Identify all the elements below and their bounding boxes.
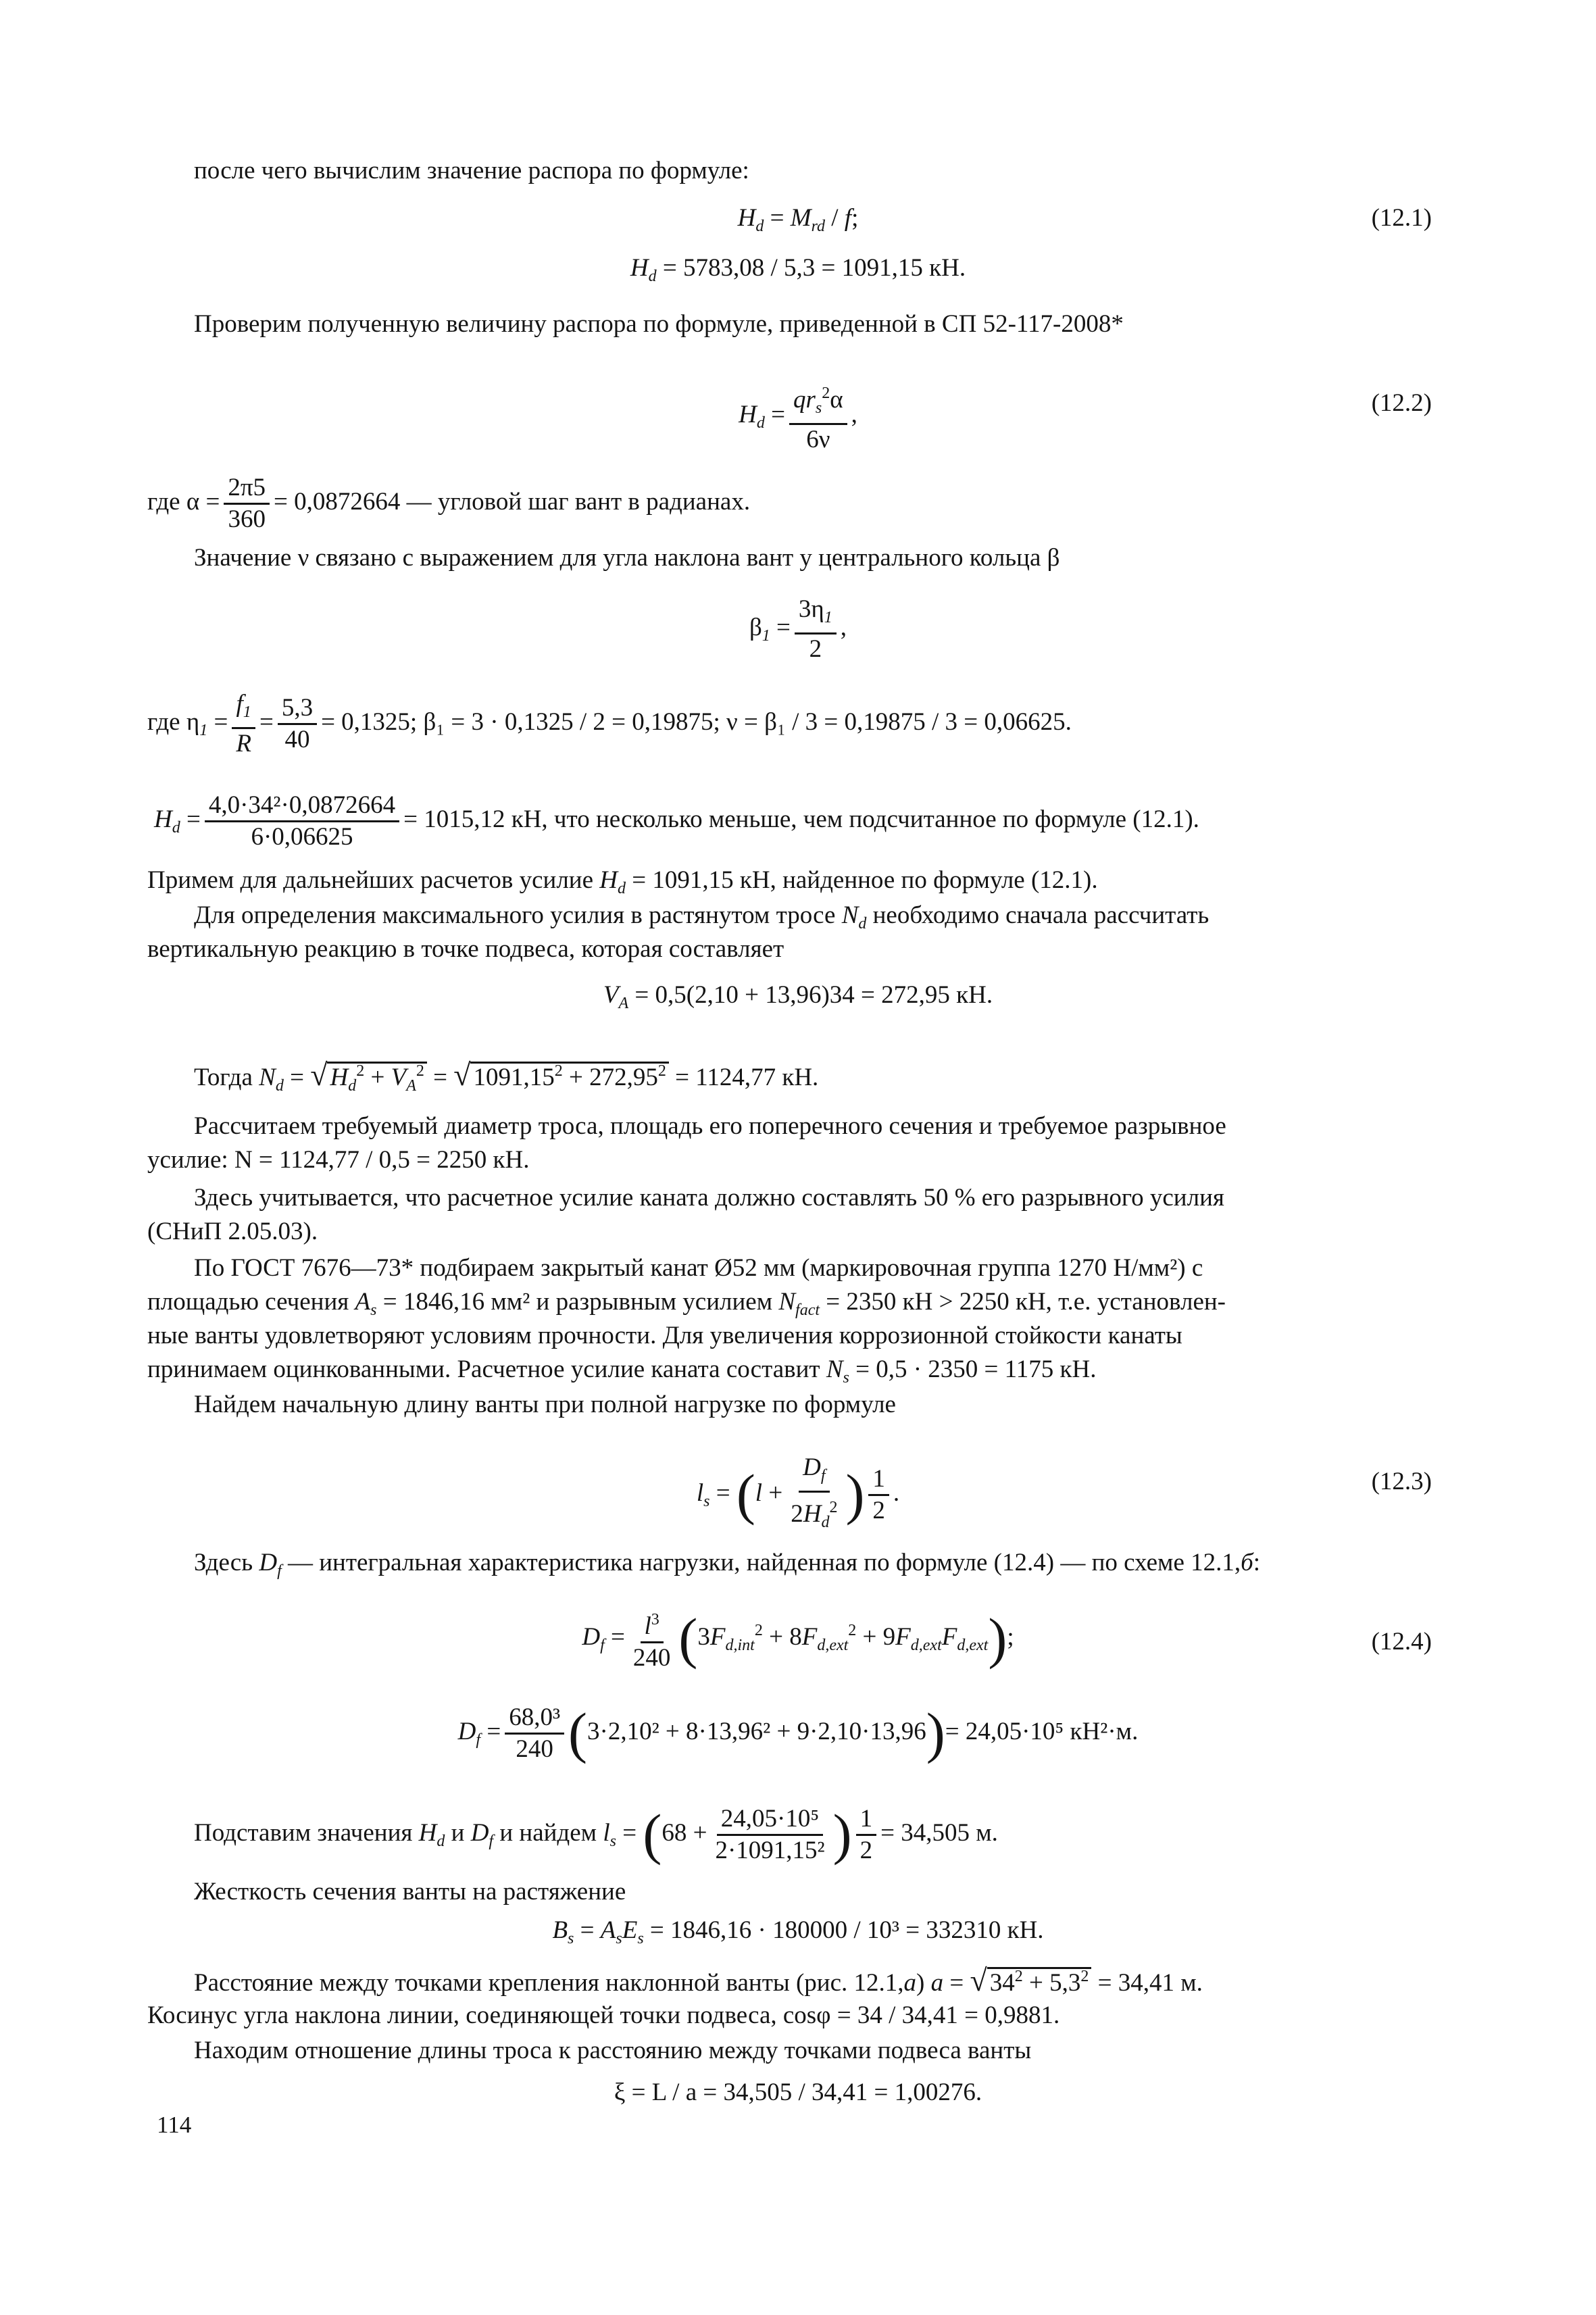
formula-beta: $\beta_1$ = $\frac{3\eta_1}{2}$ , bbox=[749, 595, 847, 663]
equation-number-12-2: (12.2) bbox=[1371, 389, 1432, 417]
paragraph-check: Проверим полученную величину распора по формуле, приведенной в СП 52-117-2008* bbox=[194, 310, 1124, 338]
paragraph-note-1: Здесь учитывается, что расчетное усилие каната должно составлять 50 % его разрывного усилия bbox=[194, 1184, 1224, 1212]
formula-xi: ξ = L / a = 34,505 / 34,41 = 1,00276. bbox=[614, 2078, 982, 2106]
formula-va: $V_A = 0,5(2,10 + 13,96)34 = 272,95$ кН. bbox=[603, 981, 993, 1012]
formula-12-4: $D_f$ = $\frac{l^3}{240}$ $(3F_{d,int}^2 + 8F_{d,ext}^2 + 9F_{d,ext}F_{d,ext})$; bbox=[0, 1605, 1596, 1673]
paragraph-gost-1: По ГОСТ 7676—73* подбираем закрытый канат Ø52 мм (маркировочная группа 1270 Н/мм²) с bbox=[194, 1254, 1203, 1282]
paragraph-stiffness: Жесткость сечения ванты на растяжение bbox=[194, 1878, 626, 1906]
paragraph-max-force-1: Для определения максимального усилия в растянутом тросе $N_d$ необходимо сначала рассчитать bbox=[194, 901, 1210, 932]
formula-bs: $B_s = A_sE_s = 1846,16 \cdot 180000 / 10^3 = 332310$ кН. bbox=[552, 1916, 1044, 1947]
formula-ls-value: Подставим значения $H_d$ и $D_f$ и найдем $l_s = (68$ + $\frac{\text{24,05·10⁵}}{\text{2·1091,15²}}$ ) $\frac{1}{2}$ = 34,505 м. bbox=[194, 1803, 998, 1866]
formula-12-1: $H_d = M_{rd} / f$; bbox=[737, 204, 859, 235]
alpha-definition: где α = $\frac{2\pi 5}{360}$ = 0,0872664 — угловой шаг вант в радианах. bbox=[147, 474, 751, 533]
paragraph-intro: после чего вычислим значение распора по формуле: bbox=[194, 157, 749, 184]
paragraph-gost-2: площадью сечения $A_s = 1846,16$ мм² и разрывным усилием $N_{fact} = 2350$ кН > 2250 кН, т.е. установлен- bbox=[147, 1288, 1226, 1319]
equation-number-12-3: (12.3) bbox=[1371, 1468, 1432, 1495]
paragraph-max-force-2: вертикальную реакцию в точке подвеса, которая составляет bbox=[147, 935, 784, 963]
page-number: 114 bbox=[157, 2112, 192, 2138]
paragraph-initial-length: Найдем начальную длину ванты при полной нагрузке по формуле bbox=[194, 1391, 896, 1418]
formula-hd-value: $H_d = 5783,08 / 5,3 = 1091,15$ кН. bbox=[630, 254, 966, 285]
formula-12-3: $l_s = (l$ + $\frac{D_f}{2H_d^2}$ ) $\frac{1}{2}$ . bbox=[696, 1453, 900, 1531]
equation-number-12-4: (12.4) bbox=[1371, 1628, 1432, 1656]
paragraph-cosine: Косинус угла наклона линии, соединяющей точки подвеса, cosφ = 34 / 34,41 = 0,9881. bbox=[147, 2001, 1060, 2029]
paragraph-nu: Значение ν связано с выражением для угла наклона вант у центрального кольца β bbox=[194, 544, 1060, 572]
formula-nd: Тогда $N_d$ = √ $H_d^2 + V_A^2$ = √ $1091,15^2 + 272,95^2 = 1124,77$ кН. bbox=[194, 1057, 819, 1095]
paragraph-diameter-2: усилие: N = 1124,77 / 0,5 = 2250 кН. bbox=[147, 1146, 530, 1174]
paragraph-accept: Примем для дальнейших расчетов усилие $H_d = 1091,15$ кН, найденное по формуле (12.1). bbox=[147, 866, 1098, 897]
eta-definition: где $\eta_1$ = $\frac{f_1}{R}$ = $\frac{5,3}{40}$ = 0,1325; β₁ = 3 · 0,1325 / 2 = 0,19875; ν = β₁ / 3 = 0,19875 / 3 = 0,06625. bbox=[147, 690, 1072, 757]
formula-df-value: $D_f$ = $\frac{\text{68,0³}}{240}$ (3·2,10² + 8·13,96² + 9·2,10·13,96)= 24,05·10⁵ кН²·м. bbox=[457, 1701, 1139, 1765]
paragraph-diameter-1: Рассчитаем требуемый диаметр троса, площадь его поперечного сечения и требуемое разрывное bbox=[194, 1112, 1226, 1140]
formula-12-2: $H_d$ = $qr_s^2\alpha$ 6ν , bbox=[0, 378, 1596, 455]
equation-number-12-1: (12.1) bbox=[1371, 204, 1432, 232]
paragraph-distance: Расстояние между точками крепления наклонной ванты (рис. 12.1,a) a = √ $34^2 + 5,3^2 = 34,41$ м. bbox=[194, 1963, 1203, 1997]
paragraph-df: Здесь $D_f$ — интегральная характеристика нагрузки, найденная по формуле (12.4) — по схеме 12.1,б: bbox=[194, 1549, 1261, 1580]
paragraph-note-2: (СНиП 2.05.03). bbox=[147, 1218, 318, 1245]
formula-hd-check: $H_d$ = $\frac{\text{4,0·34²·0,0872664}}{6\cdot 0,06625}$ = 1015,12 кН, что несколько меньше, чем подсчитанное по формуле (12.1). bbox=[154, 791, 1199, 851]
paragraph-ratio: Находим отношение длины троса к расстоянию между точками подвеса ванты bbox=[194, 2037, 1032, 2064]
paragraph-gost-4: принимаем оцинкованными. Расчетное усилие каната составит $N_s = 0,5 \cdot 2350 = 1175$ кН. bbox=[147, 1355, 1097, 1387]
paragraph-gost-3: ные ванты удовлетворяют условиям прочности. Для увеличения коррозионной стойкости канаты bbox=[147, 1322, 1182, 1349]
